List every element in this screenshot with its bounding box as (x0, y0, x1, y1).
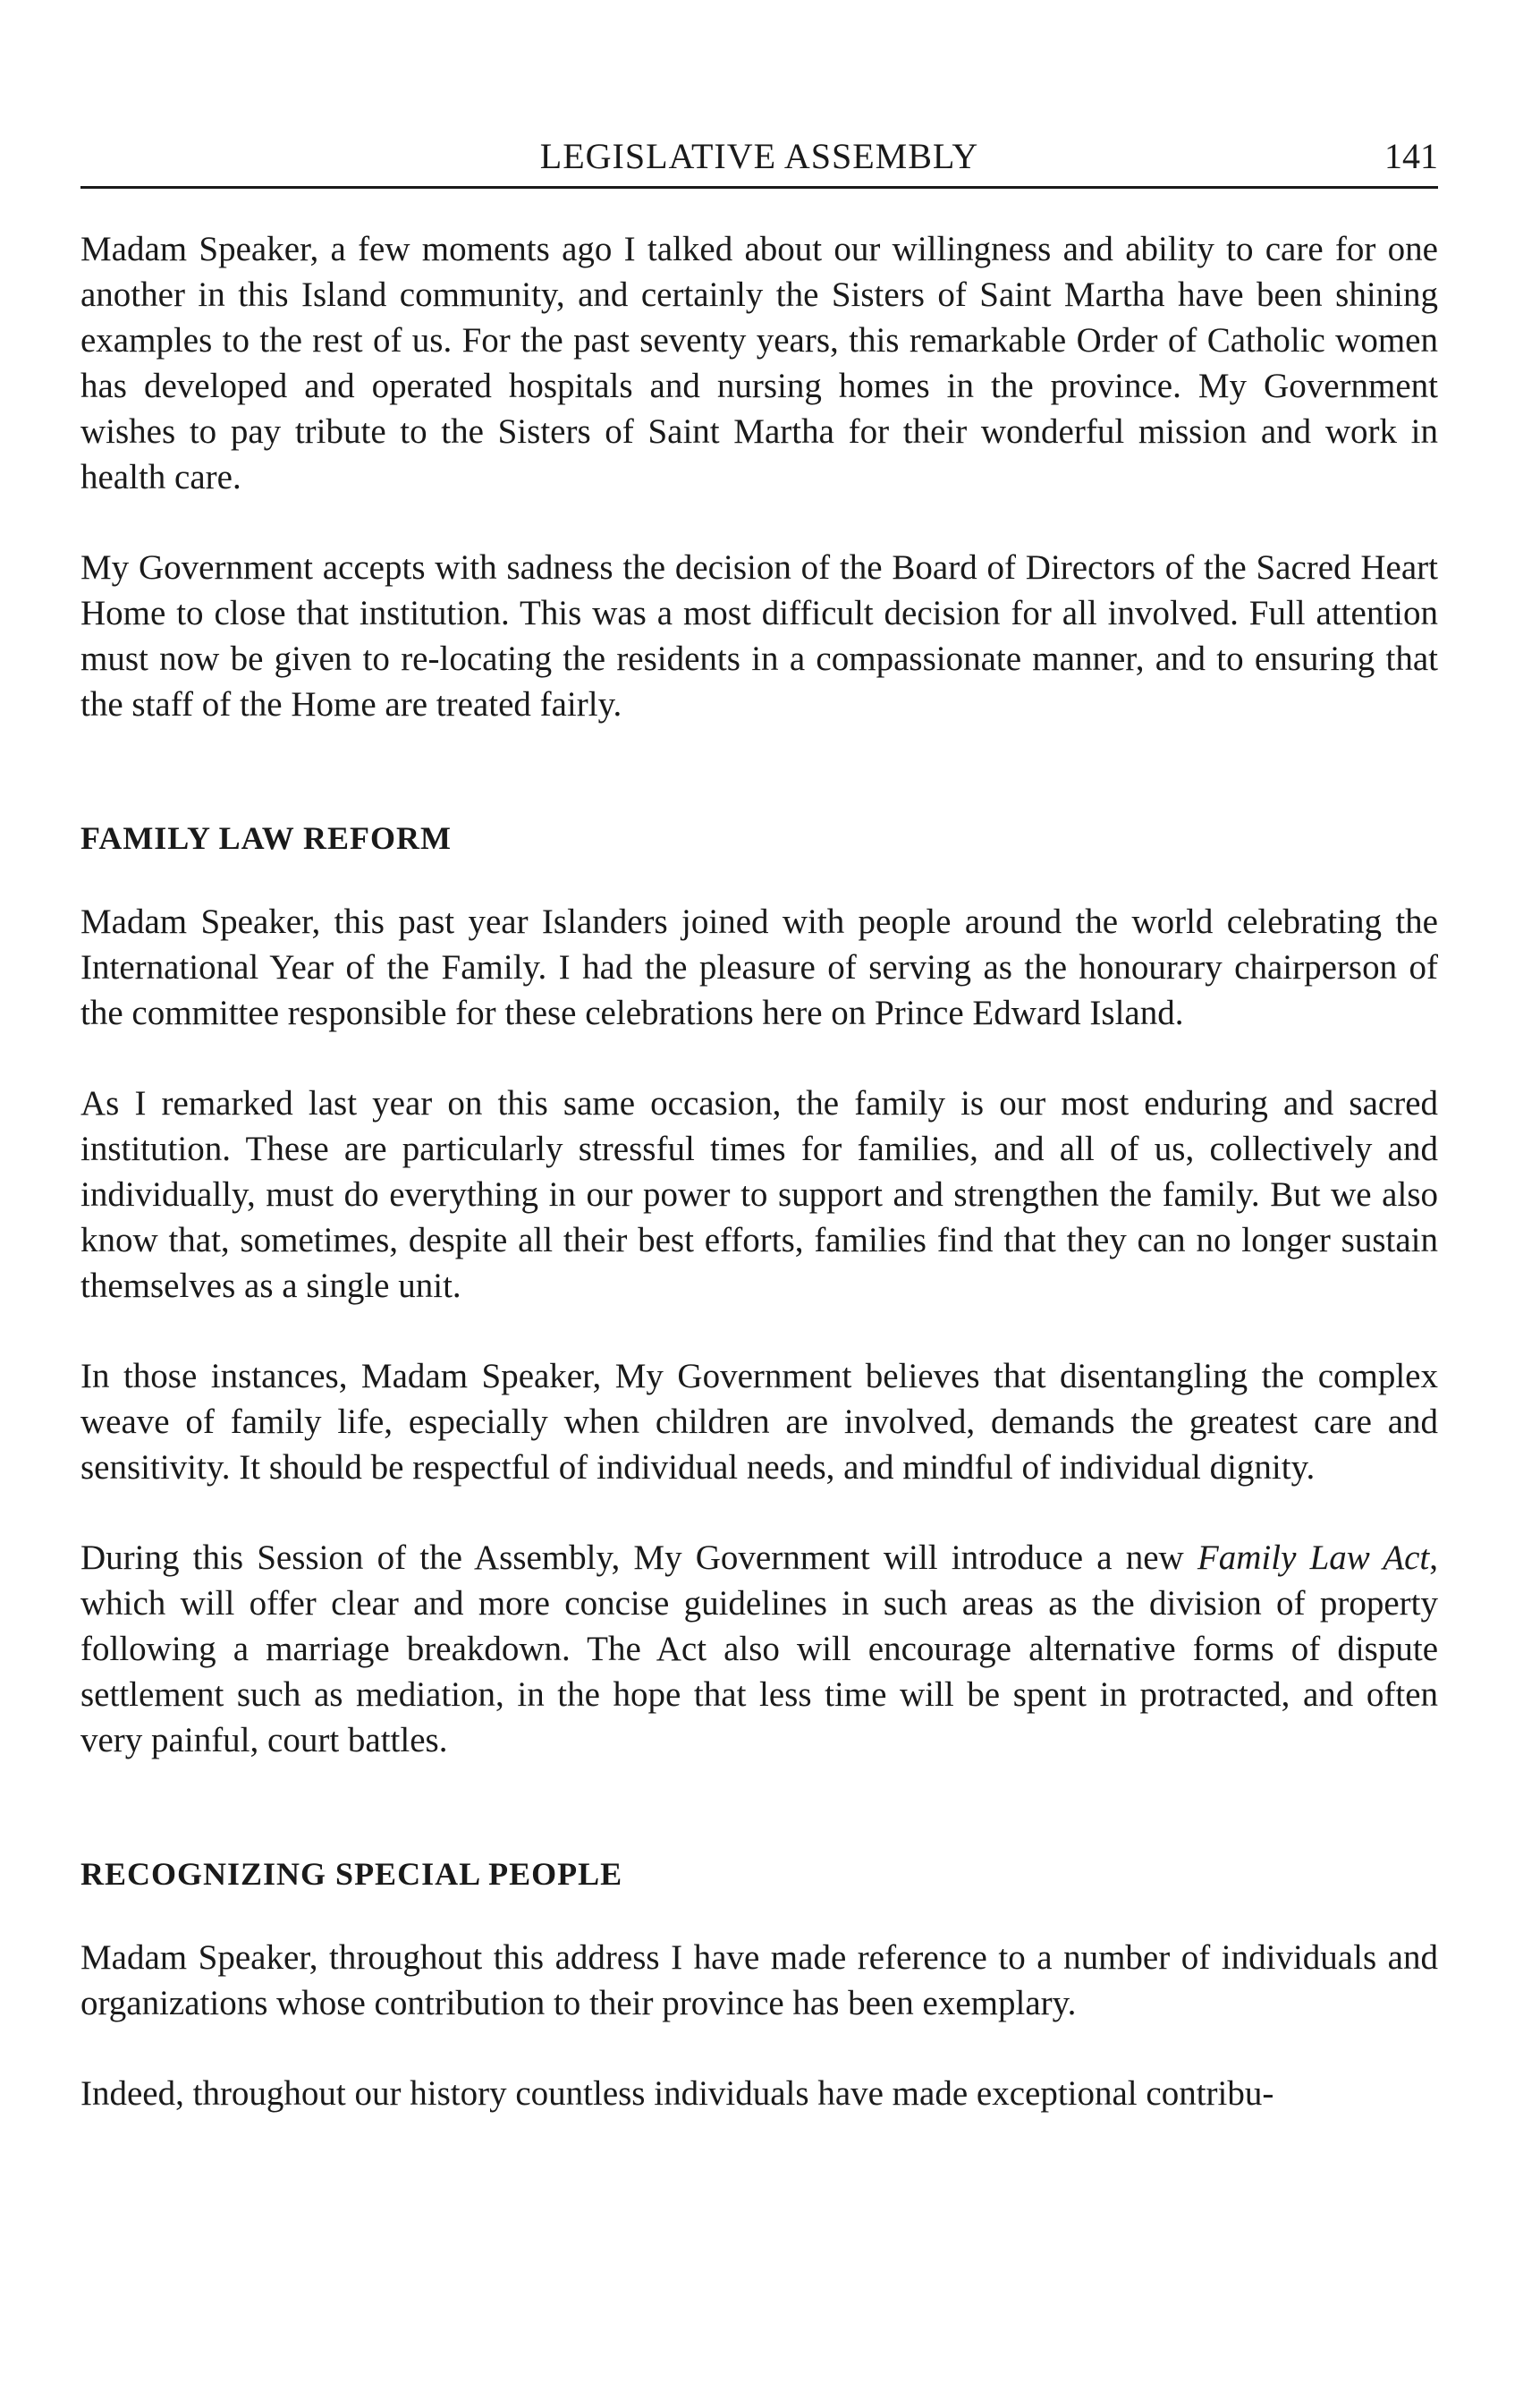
paragraph-disentangling-family-life: In those instances, Madam Speaker, My Government believes that disentangling the complex weave of family life, especially when children are involved, demands the greatest care and sensitivity. It should be respectful of individual needs, and mindful of individual dignity. (80, 1357, 1438, 1487)
paragraph-exceptional-contributions: Indeed, throughout our history countless individuals have made exceptional contribu- (80, 2074, 1274, 2113)
paragraph-sacred-heart-home: My Government accepts with sadness the decision of the Board of Directors of the Sacred Heart Home to close that institution. This was a most difficult decision for all involved. Full attention must now be given to re-locating the residents in a compassionate manner, and to ensuring that the staff of the Home are treated fairly. (80, 548, 1438, 724)
document-page (80, 125, 1438, 2161)
paragraph-family-institution: As I remarked last year on this same occasion, the family is our most enduring and sacred institution. These are particularly stressful times for families, and all of us, collectively and individually, must do everything in our power to support and strengthen the family. But we also know that, sometimes, despite all their best efforts, families find that they can no longer sustain themselves as a single unit. (80, 1084, 1438, 1305)
paragraph-international-year-of-family: Madam Speaker, this past year Islanders joined with people around the world celebrating the International Year of the Family. I had the pleasure of serving as the honourary chairperson of the committee responsible for these celebrations here on Prince Edward Island. (80, 903, 1438, 1032)
paragraph-sisters-of-saint-martha: Madam Speaker, a few moments ago I talked about our willingness and ability to care for one another in this Island community, and certainly the Sisters of Saint Martha have been shining examples to the rest of us. For the past seventy years, this remarkable Order of Catholic women has developed and operated hospitals and nursing homes in the province. My Government wishes to pay tribute to the Sisters of Saint Martha for their wonderful mission and work in health care. (80, 230, 1438, 496)
page-number: 141 (1384, 136, 1438, 176)
running-title: LEGISLATIVE ASSEMBLY (539, 136, 979, 176)
document-body (80, 226, 1438, 2116)
section-heading-recognizing-special-people: RECOGNIZING SPECIAL PEOPLE (80, 1856, 623, 1892)
paragraph-exemplary-contributions: Madam Speaker, throughout this address I have made reference to a number of individuals and organizations whose contribution to their province has been exemplary. (80, 1938, 1438, 2022)
section-heading-family-law-reform: FAMILY LAW REFORM (80, 820, 453, 856)
family-law-act-title: Family Law Act (1197, 1538, 1430, 1577)
running-header (80, 125, 1438, 189)
paragraph-family-law-act (80, 1535, 1438, 1763)
family-law-act-text-before: During this Session of the Assembly, My Government will introduce a new (80, 1538, 1197, 1577)
family-law-act-text-after: , which will offer clear and more concise guidelines in such areas as the division of property following a marriage breakdown. The Act also will encourage alternative forms of dispute settlement such as mediation, in the hope that less time will be spent in protracted, and often very painful, court battles. (80, 1538, 1438, 1759)
